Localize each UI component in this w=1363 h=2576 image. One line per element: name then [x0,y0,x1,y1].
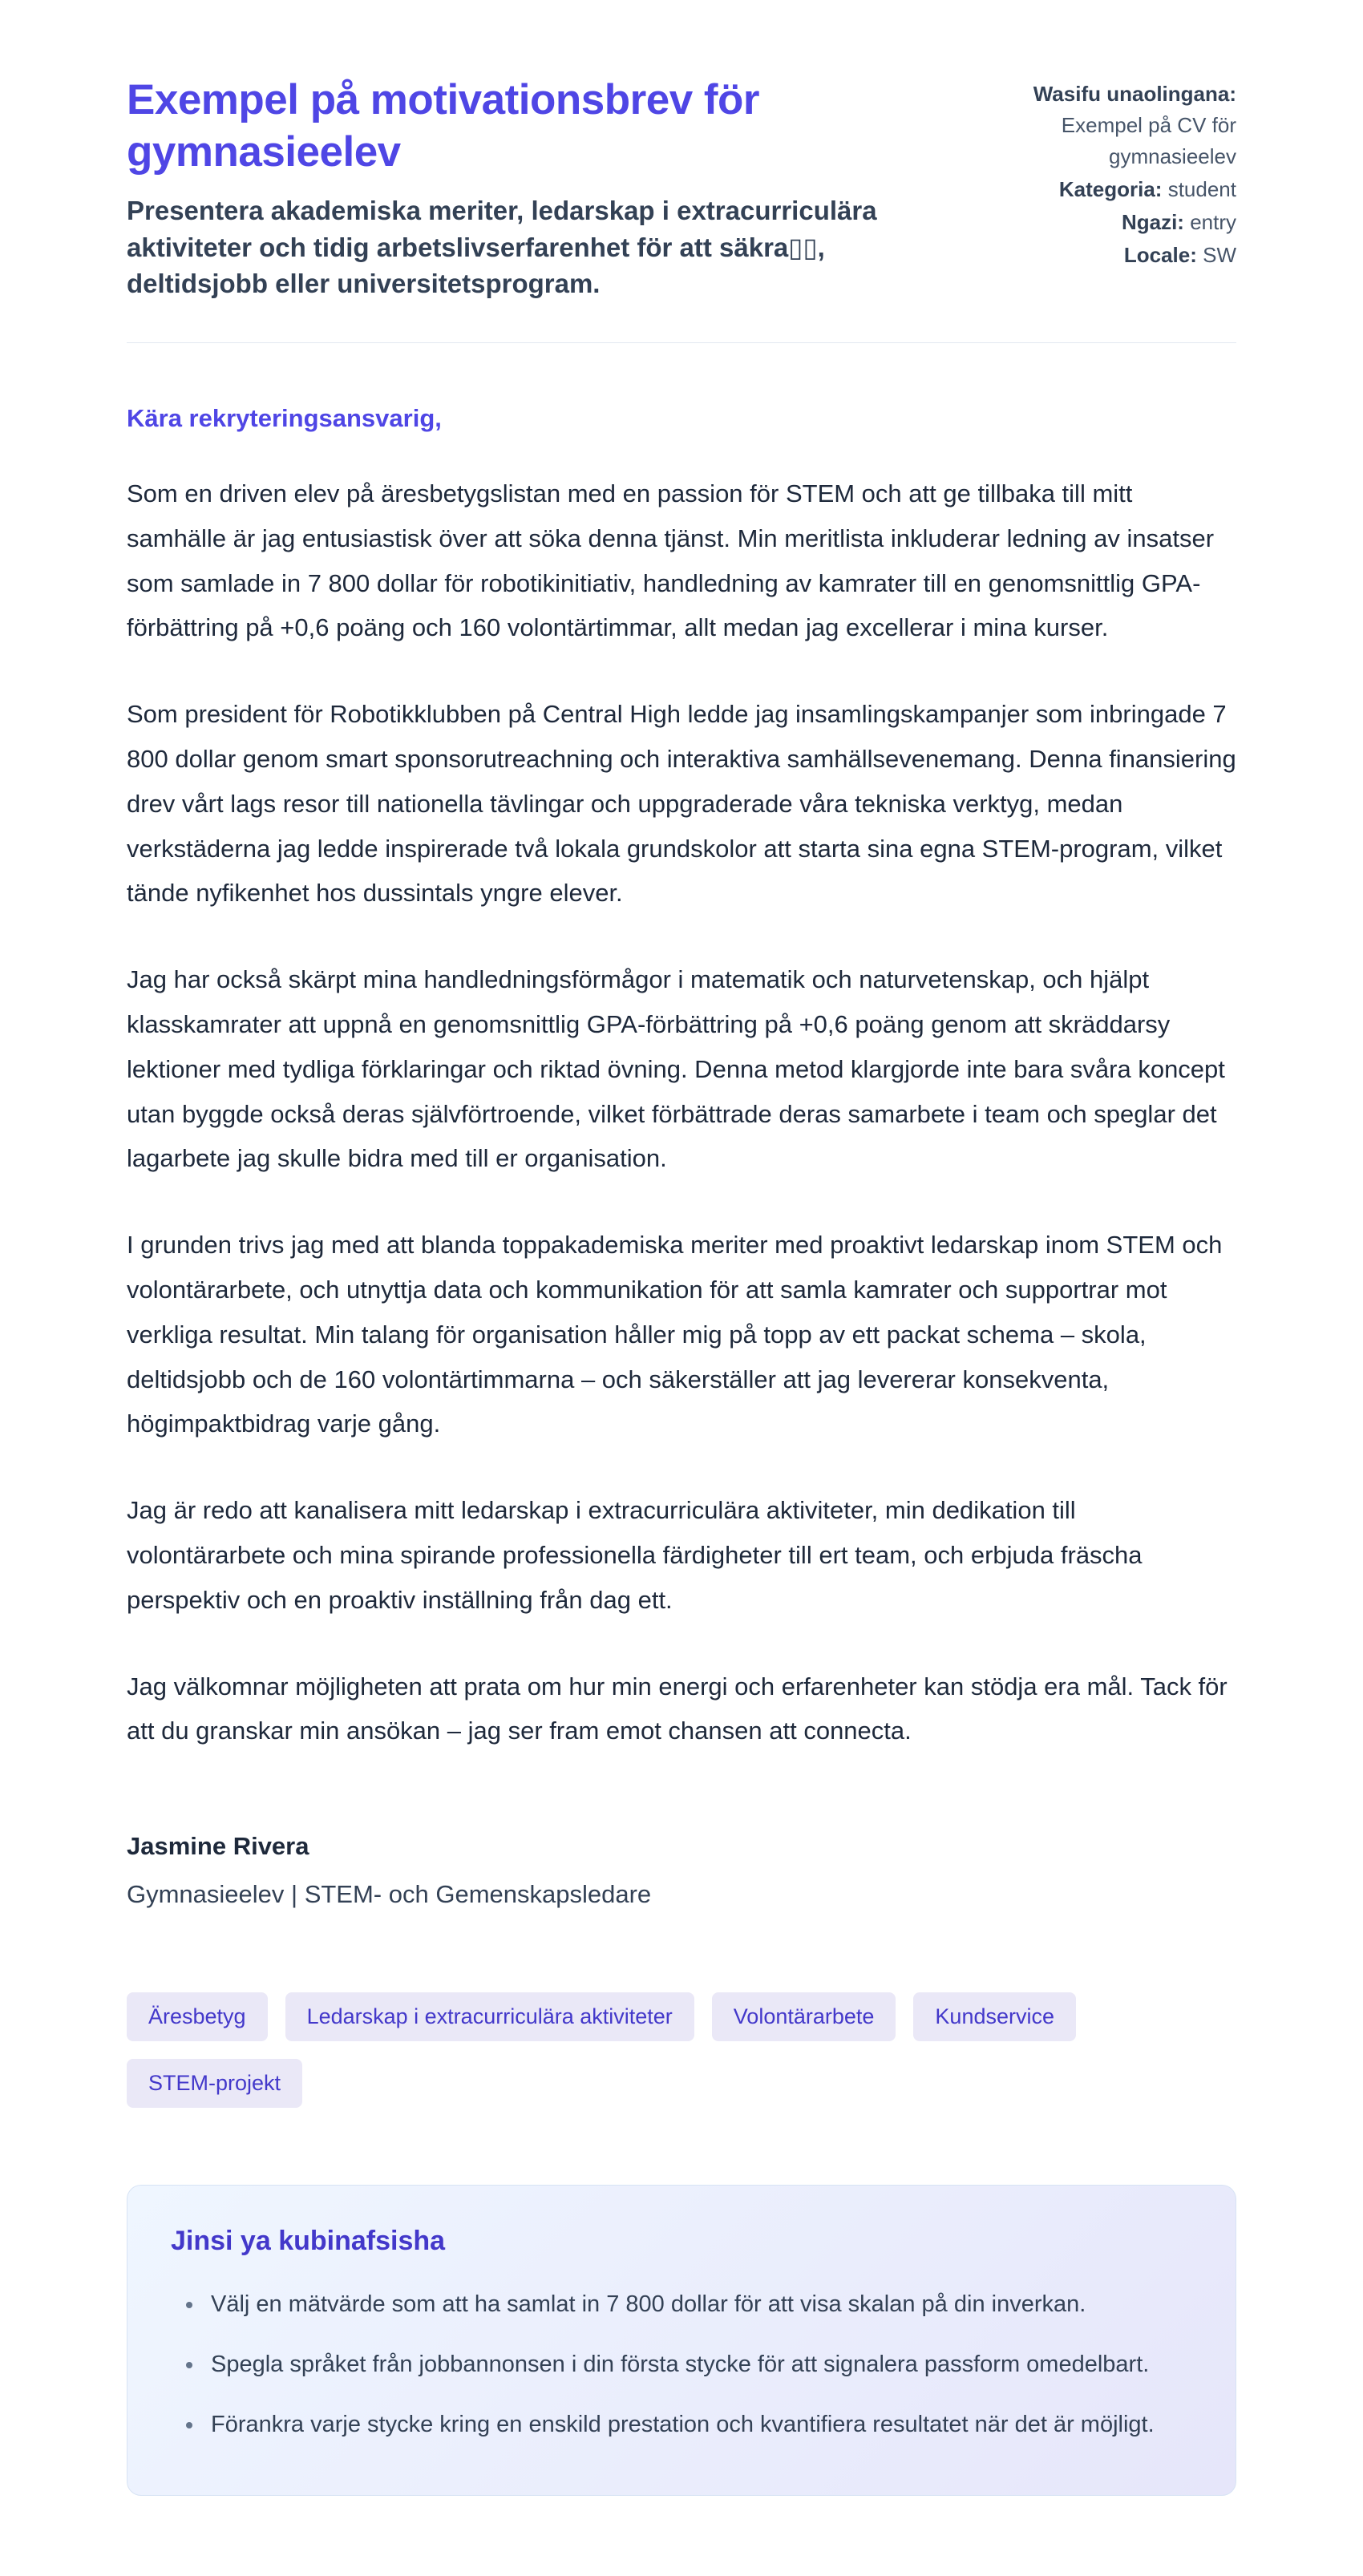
tag-chip-honor-roll[interactable]: Äresbetyg [127,1992,268,2041]
page-subtitle: Presentera akademiska meriter, ledarskap i extracurriculära aktiviteter och tidig arbetslivserfarenhet för att säkra▯▯, deltidsjobb eller universitetsprogram. [127,196,877,299]
meta-value: Exempel på CV för gymnasieelev [1061,113,1236,168]
letter-paragraph: Jag välkomnar möjligheten att prata om hur min energi och erfarenheter kan stödja era mål. Tack för att du granskar min ansökan – jag ser fram emot chansen att connecta. [127,1672,1228,1745]
letter-paragraph: Som president för Robotikklubben på Central High ledde jag insamlingskampanjer som inbringade 7 800 dollar genom smart sponsorutreachning och interaktiva samhällsevenemang. Denna finansiering drev vårt lags resor till nationella tävlingar och uppgraderade våra tekniska verktyg, medan verkstäderna jag ledde inspirerade två lokala grundskolor att starta sina egna STEM-program, vilket tände nyfikenhet hos dussintals yngre elever. [127,700,1236,908]
divider [127,342,1236,343]
content-container [127,0,1236,2496]
callout-list [171,2286,1192,2444]
callout-item: • Välj en mätvärde som att ha samlat in 7 800 dollar för att visa skalan på din inverkan. [204,2286,1192,2323]
meta-row-level [988,207,1236,238]
header-left [127,74,956,302]
tag-chip-stem-projects[interactable]: STEM-projekt [127,2059,302,2108]
letter-paragraph: I grunden trivs jag med att blanda toppakademiska meriter med proaktivt ledarskap inom STEM och volontärarbete, och utnyttja data och kommunikation för att samla kamrater och supportrar mot verkliga resultat. Min talang för organisation håller mig på topp av ett packat schema – skola, deltidsjobb och de 160 volontärtimmarna – och säkerställer att jag levererar konsekventa, högimpaktbidrag varje gång. [127,1231,1223,1438]
meta-row-matching-resume [988,79,1236,172]
meta-label: Ngazi: [1121,210,1184,234]
tag-chip-extracurricular-leadership[interactable]: Ledarskap i extracurriculära aktiviteter [285,1992,694,2041]
page-title: Exempel på motivationsbrev för gymnasieelev [127,76,760,176]
meta-block [988,74,1236,273]
callout-title: Jinsi ya kubinafsisha [171,2226,446,2257]
tag-chip-volunteering[interactable]: Volontärarbete [712,1992,896,2041]
letter-body [127,404,1236,2496]
signature-role: Gymnasieelev | STEM- och Gemenskapsledare [127,1880,652,1909]
tag-list [127,1992,1236,2108]
meta-value: entry [1190,210,1236,234]
meta-value: student [1167,177,1236,201]
header [127,74,1236,302]
meta-label: Wasifu unaolingana: [1033,82,1236,106]
meta-row-locale [988,240,1236,271]
tag-chip-customer-service[interactable]: Kundservice [913,1992,1076,2041]
meta-label: Kategoria: [1058,177,1163,201]
letter-greeting: Kära rekryteringsansvarig, [127,403,442,432]
meta-row-category [988,174,1236,205]
customization-tips-callout [127,2185,1236,2496]
signature-name: Jasmine Rivera [127,1832,309,1861]
meta-value: SW [1203,243,1236,267]
signature-block [127,1832,1236,1909]
meta-label: Locale: [1123,243,1197,267]
callout-item: • Spegla språket från jobbannonsen i din första stycke för att signalera passform omedelbart. [204,2346,1192,2384]
letter-paragraph: Jag har också skärpt mina handledningsförmågor i matematik och naturvetenskap, och hjälpt klasskamrater att uppnå en genomsnittlig GPA-förbättring på +0,6 poäng genom att skräddarsy lektioner med tydliga förklaringar och riktad övning. Denna metod klargjorde inte bara svåra koncept utan byggde också deras självförtroende, vilket förbättrade deras samarbete i team och speglar det lagarbete jag skulle bidra med till er organisation. [127,965,1225,1173]
letter-paragraph: Jag är redo att kanalisera mitt ledarskap i extracurriculära aktiviteter, min dedikation till volontärarbete och mina spirande professionella färdigheter till ert team, och erbjuda fräscha perspektiv och en proaktiv inställning från dag ett. [127,1496,1143,1614]
letter-paragraph: Som en driven elev på äresbetygslistan med en passion för STEM och att ge tillbaka till mitt samhälle är jag entusiastisk över att söka denna tjänst. Min meritlista inkluderar ledning av insatser som samlade in 7 800 dollar för robotikinitiativ, handledning av kamrater till en genomsnittlig GPA-förbättring på +0,6 poäng och 160 volontärtimmar, allt medan jag excellerar i mina kurser. [127,479,1215,642]
callout-item: • Förankra varje stycke kring en enskild prestation och kvantifiera resultatet när det är möjligt. [204,2406,1192,2444]
